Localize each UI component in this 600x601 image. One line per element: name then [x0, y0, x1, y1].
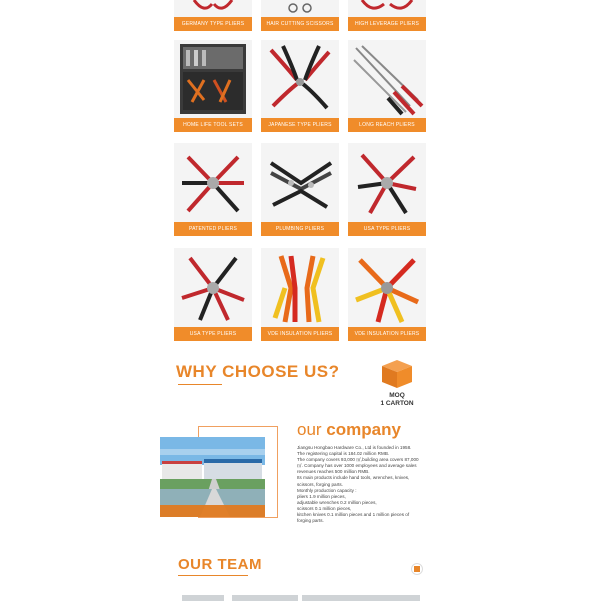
category-card[interactable] [348, 40, 426, 132]
category-card[interactable] [261, 40, 339, 132]
category-card[interactable] [174, 248, 252, 341]
product-image [174, 0, 252, 17]
company-heading-bold: company [326, 420, 401, 439]
category-label: HAIR CUTTING SCISSORS [261, 17, 339, 31]
team-photo [232, 595, 298, 601]
category-label: PLUMBING PLIERS [261, 222, 339, 236]
category-card[interactable] [174, 40, 252, 132]
category-card[interactable] [261, 143, 339, 236]
company-text-line: Its main products include hand tools, wrenches, knives, [297, 475, 410, 481]
company-photo [160, 437, 265, 517]
company-description [297, 445, 425, 524]
product-image [261, 0, 339, 17]
company-text-line: The registering capital is 184.02 million RMB. [297, 451, 390, 457]
company-heading [297, 420, 401, 440]
heading-underline [178, 384, 222, 385]
product-image [174, 40, 252, 118]
moq-label [368, 392, 426, 408]
category-card[interactable] [348, 248, 426, 341]
product-image [261, 143, 339, 222]
category-label: LONG REACH PLIERS [348, 118, 426, 132]
company-heading-light: our [297, 420, 327, 439]
category-label: HOME LIFE TOOL SETS [174, 118, 252, 132]
company-text-line: scissors, forging parts. [297, 481, 343, 487]
category-label: USA TYPE PLIERS [174, 327, 252, 341]
category-card[interactable] [261, 0, 339, 31]
category-card[interactable] [348, 0, 426, 31]
moq-line: MOQ [389, 392, 405, 399]
team-photo [302, 595, 420, 601]
product-image [348, 248, 426, 327]
company-text-line: revenues reaches 500 million RMB. [297, 469, 370, 475]
product-image [348, 143, 426, 222]
company-text-line: scissors 0.1 million pieces, [297, 505, 352, 511]
company-text-line: pliers 1.9 million pieces, [297, 493, 346, 499]
company-text-line: forging parts. [297, 518, 324, 524]
category-label: JAPANESE TYPE PLIERS [261, 118, 339, 132]
why-choose-us-heading: WHY CHOOSE US? [176, 362, 340, 381]
category-card[interactable] [174, 0, 252, 31]
company-text-line: ㎡. Company has over 1000 employees and average sales [297, 463, 417, 469]
category-card[interactable] [348, 143, 426, 236]
category-label: VDE INSULATION PLIERS [348, 327, 426, 341]
product-image [348, 0, 426, 17]
product-image [174, 248, 252, 327]
category-label: VDE INSULATION PLIERS [261, 327, 339, 341]
team-photo [182, 595, 224, 601]
box-icon [378, 358, 416, 390]
heading-underline [178, 575, 248, 576]
company-text-line: The company covers 93,000 ㎡,building area covers 87,000 [297, 457, 419, 463]
category-label: HIGH LEVERAGE PLIERS [348, 17, 426, 31]
company-text-line: kitchen knives 0.1 million pieces and 1 million pieces of [297, 512, 410, 518]
category-label: GERMANY TYPE PLIERS [174, 17, 252, 31]
product-image [174, 143, 252, 222]
company-text-line: Jiangsu Hongbao Hardware Co., Ltd is founded in 1958. [297, 445, 412, 450]
carousel-nav-dot[interactable] [414, 566, 420, 572]
product-image [348, 40, 426, 118]
company-text-line: Monthly production capacity : [297, 487, 357, 493]
moq-value: 1 CARTON [380, 400, 414, 407]
product-image [261, 40, 339, 118]
category-label: PATENTED PLIERS [174, 222, 252, 236]
product-image [261, 248, 339, 327]
category-card[interactable] [174, 143, 252, 236]
category-card[interactable] [261, 248, 339, 341]
category-label: USA TYPE PLIERS [348, 222, 426, 236]
our-team-heading: OUR TEAM [178, 556, 262, 573]
company-text-line: adjustable wrenches 0.2 million pieces, [297, 499, 377, 505]
